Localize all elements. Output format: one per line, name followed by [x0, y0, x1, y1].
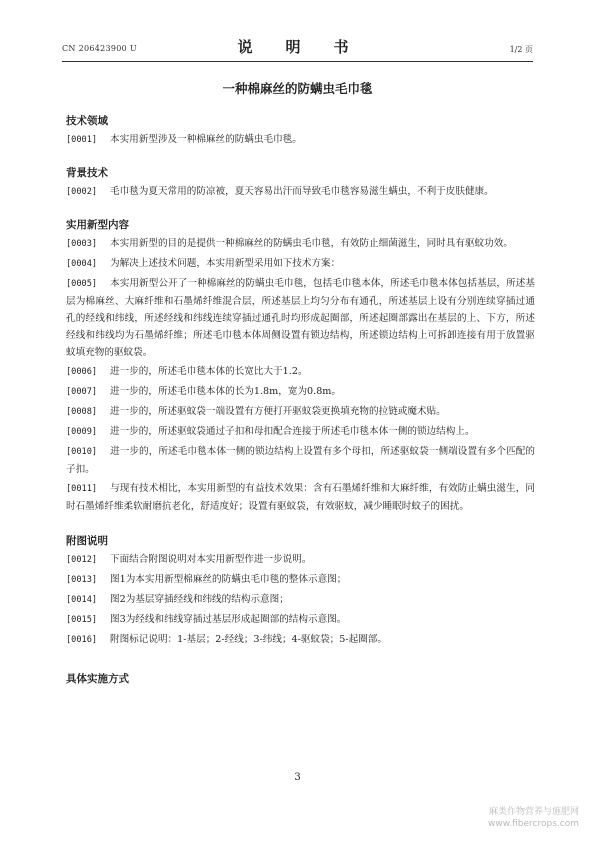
- document-title: 一种棉麻丝的防螨虫毛巾毯: [222, 81, 373, 96]
- paragraph-text: 毛巾毯为夏天常用的防凉被，夏天容易出汗而导致毛巾毯容易滋生螨虫，不利于皮肤健康。: [110, 186, 494, 197]
- page-of-indicator: 1/2 页: [509, 45, 533, 54]
- paragraph: [66, 551, 535, 569]
- paragraph-text: 进一步的，所述驱蚊袋通过子扣和母扣配合连接于所述毛巾毯本体一侧的锁边结构上。: [110, 426, 475, 437]
- section-background: [66, 165, 535, 201]
- paragraph-number: [0014]: [66, 595, 98, 605]
- paragraph: [66, 255, 535, 273]
- paragraph: [66, 275, 535, 361]
- page-header: [62, 36, 533, 58]
- paragraph: [66, 591, 535, 609]
- paragraph-number: [0011]: [66, 484, 98, 494]
- section-heading: 技术领域: [66, 115, 108, 127]
- paragraph-text: 本实用新型的目的是提供一种棉麻丝的防螨虫毛巾毯，有效防止细菌滋生，同时具有驱蚊功效。: [110, 238, 513, 249]
- paragraph: [66, 423, 535, 441]
- paragraph-text: 进一步的，所述毛巾毯本体的长为1.8m，宽为0.8m。: [110, 386, 341, 397]
- paragraph-number: [0010]: [66, 447, 98, 457]
- site-watermark: [488, 806, 579, 830]
- paragraph-number: [0003]: [66, 239, 98, 249]
- paragraph-number: [0009]: [66, 427, 98, 437]
- paragraph-text: 本实用新型涉及一种棉麻丝的防螨虫毛巾毯。: [110, 134, 302, 145]
- paragraph-text: 为解决上述技术问题，本实用新型采用如下技术方案：: [110, 258, 341, 269]
- document-body: [66, 113, 535, 689]
- paragraph-number: [0005]: [66, 279, 98, 289]
- section-figure-description: [66, 533, 535, 649]
- paragraph-text: 附图标记说明：1-基层；2-经线；3-纬线；4-驱蚊袋；5-起圈部。: [110, 634, 387, 645]
- paragraph: [66, 611, 535, 629]
- paragraph-text: 与现有技术相比，本实用新型的有益技术效果：含有石墨烯纤维和大麻纤维，有效防止螨虫滋生，同时石墨烯纤维柔软耐磨抗老化，舒适度好；设置有驱蚊袋，有效驱蚊，减少睡眠时蚊子的困扰。: [66, 483, 535, 512]
- paragraph-number: [0012]: [66, 555, 98, 565]
- section-technical-field: [66, 113, 535, 149]
- watermark-site-url: www.fibercrops.com: [488, 819, 579, 829]
- section-heading: 附图说明: [66, 535, 108, 547]
- paragraph-number: [0008]: [66, 407, 98, 417]
- paragraph: [66, 363, 535, 381]
- paragraph-text: 进一步的，所述毛巾毯本体一侧的锁边结构上设置有多个母扣，所述驱蚊袋一侧端设置有多个匹配的子扣。: [66, 446, 535, 475]
- section-embodiment: [66, 671, 535, 687]
- paragraph-number: [0002]: [66, 187, 98, 197]
- paragraph-text: 下面结合附图说明对本实用新型作进一步说明。: [110, 554, 312, 565]
- paragraph: [66, 403, 535, 421]
- paragraph: [66, 480, 535, 515]
- section-heading: 实用新型内容: [66, 219, 129, 231]
- paragraph-number: [0001]: [66, 135, 98, 145]
- paragraph-number: [0015]: [66, 615, 98, 625]
- paragraph-text: 图3为经线和纬线穿插过基层形成起圈部的结构示意图。: [110, 614, 347, 625]
- section-heading: 具体实施方式: [66, 673, 129, 685]
- page-number: 3: [294, 772, 301, 783]
- publication-number: CN 206423900 U: [62, 44, 137, 53]
- paragraph-text: 进一步的，所述毛巾毯本体的长宽比大于1.2。: [110, 366, 308, 377]
- watermark-site-name: 麻类作物营养与施肥网: [488, 807, 579, 817]
- paragraph: [66, 383, 535, 401]
- paragraph: [66, 235, 535, 253]
- paragraph: [66, 131, 535, 149]
- paragraph-text: 图2为基层穿插经线和纬线的结构示意图；: [110, 594, 289, 605]
- paragraph-number: [0006]: [66, 367, 98, 377]
- paragraph-number: [0013]: [66, 575, 98, 585]
- paragraph: [66, 183, 535, 201]
- document-type: 说 明 书: [237, 38, 358, 56]
- paragraph-text: 图1为本实用新型棉麻丝的防螨虫毛巾毯的整体示意图；: [110, 574, 347, 585]
- paragraph: [66, 443, 535, 478]
- paragraph-number: [0016]: [66, 635, 98, 645]
- paragraph-number: [0007]: [66, 387, 98, 397]
- paragraph: [66, 631, 535, 649]
- section-heading: 背景技术: [66, 167, 108, 179]
- paragraph-text: 本实用新型公开了一种棉麻丝的防螨虫毛巾毯，包括毛巾毯本体，所述毛巾毯本体包括基层，所述基层为棉麻丝、大麻纤维和石墨烯纤维混合层，所述基层上均匀分布有通孔，所述基层上设有分别连续穿插过通孔的经线和纬线，所述经线和纬线连续穿插过通孔时均形成起圈部，所述起圈部露出在基层的上、下方，所述经线和纬线均为石墨烯纤维；所述毛巾毯本体周侧设置有锁边结构，所述锁边结构上可拆卸连接有用于放置驱蚊填充物的驱蚊袋。: [66, 278, 535, 358]
- header-divider: [62, 61, 533, 62]
- paragraph-text: 进一步的，所述驱蚊袋一端设置有方便打开驱蚊袋更换填充物的拉链或魔术贴。: [110, 406, 446, 417]
- paragraph: [66, 571, 535, 589]
- paragraph-number: [0004]: [66, 259, 98, 269]
- section-utility-content: [66, 217, 535, 515]
